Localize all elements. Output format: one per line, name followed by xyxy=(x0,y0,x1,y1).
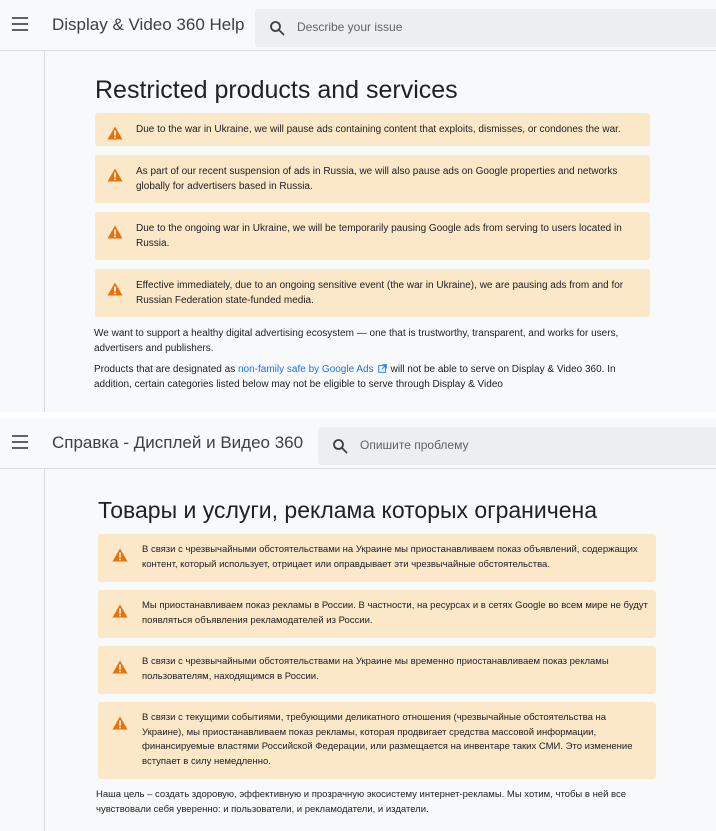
warning-icon xyxy=(107,168,123,182)
article-content xyxy=(98,469,656,823)
notice-text: Due to the ongoing war in Ukraine, we will be temporarily pausing Google ads from serving to users located in Russia. xyxy=(136,223,622,249)
warning-icon xyxy=(112,604,128,618)
notice-text: В связи с текущими событиями, требующими деликатного отношения (чрезвычайные обстоятельства на Украине), мы приостанавливаем показ рекламы, которая продвигает средства массовой информации, финансируемые властями Российской Федерации, или размещается на инвентаре таких СМИ. Это изменение вступает в силу немедленно. xyxy=(142,712,633,767)
app-bar xyxy=(0,418,716,469)
warning-icon xyxy=(107,282,123,296)
warning-notice xyxy=(98,646,656,694)
content-divider xyxy=(44,51,45,412)
warning-notice xyxy=(95,155,650,203)
warning-notice xyxy=(98,590,656,638)
search-input[interactable] xyxy=(255,9,716,47)
search-placeholder: Describe your issue xyxy=(297,20,403,34)
warning-icon xyxy=(112,660,128,674)
russian-help-panel xyxy=(0,418,716,831)
search-placeholder: Опишите проблему xyxy=(360,438,469,452)
warning-icon xyxy=(107,126,123,140)
notice-text: As part of our recent suspension of ads in Russia, we will also pause ads on Google properties and networks globally for advertisers based in Russia. xyxy=(136,166,618,192)
warning-icon xyxy=(112,548,128,562)
warning-notice xyxy=(95,269,650,317)
app-title[interactable]: Display & Video 360 Help xyxy=(52,15,245,34)
app-bar xyxy=(0,0,716,51)
app-title[interactable]: Справка - Дисплей и Видео 360 xyxy=(52,433,304,452)
notice-text: Мы приостанавливаем показ рекламы в России. В частности, на ресурсах и в сетях Google во всем мире не будут появляться объявления рекламодателей из России. xyxy=(142,600,648,626)
warning-notice xyxy=(98,702,656,779)
non-family-safe-link[interactable]: non-family safe by Google Ads xyxy=(237,364,374,375)
products-text-before: Products that are designated as xyxy=(94,364,236,375)
warning-notice xyxy=(98,534,656,582)
menu-icon[interactable] xyxy=(12,17,28,31)
search-input[interactable] xyxy=(318,427,716,465)
notice-text: Effective immediately, due to an ongoing sensitive event (the war in Ukraine), we are pausing ads from and for Russian Federation state-funded media. xyxy=(136,280,624,306)
warning-notice xyxy=(95,113,650,146)
page-title: Restricted products and services xyxy=(95,76,458,104)
warning-icon xyxy=(112,716,128,730)
page-title: Товары и услуги, реклама которых ограничена xyxy=(98,497,598,523)
article-content xyxy=(95,51,650,398)
notice-text: Due to the war in Ukraine, we will pause ads containing content that exploits, dismisses, or condones the war. xyxy=(136,124,621,135)
english-help-panel xyxy=(0,0,716,412)
search-icon xyxy=(332,438,348,454)
products-paragraph xyxy=(94,362,650,392)
content-divider xyxy=(44,469,45,831)
intro-paragraph: Наша цель – создать здоровую, эффективную и прозрачную экосистему интернет-рекламы. Мы хотим, чтобы в ней все чувствовали себя уверенно: и пользователи, и рекламодатели, и издатели. xyxy=(96,789,627,815)
products-text-after: will not be able to serve on Display & Video 360. In addition, certain categories listed below may not be eligible to serve through Display & Video xyxy=(94,364,616,390)
search-icon xyxy=(269,20,285,36)
external-link-icon[interactable] xyxy=(378,364,387,373)
warning-icon xyxy=(107,225,123,239)
intro-paragraph: We want to support a healthy digital advertising ecosystem — one that is trustworthy, transparent, and works for users, advertisers and publishers. xyxy=(94,328,619,354)
notice-text: В связи с чрезвычайными обстоятельствами на Украине мы приостанавливаем показ объявлений, содержащих контент, который использует, отрицает или оправдывает эти чрезвычайные обстоятельства. xyxy=(142,544,638,570)
warning-notice xyxy=(95,212,650,260)
notice-text: В связи с чрезвычайными обстоятельствами на Украине мы временно приостанавливаем показ рекламы пользователям, находящимся в России. xyxy=(142,656,609,682)
menu-icon[interactable] xyxy=(12,435,28,449)
